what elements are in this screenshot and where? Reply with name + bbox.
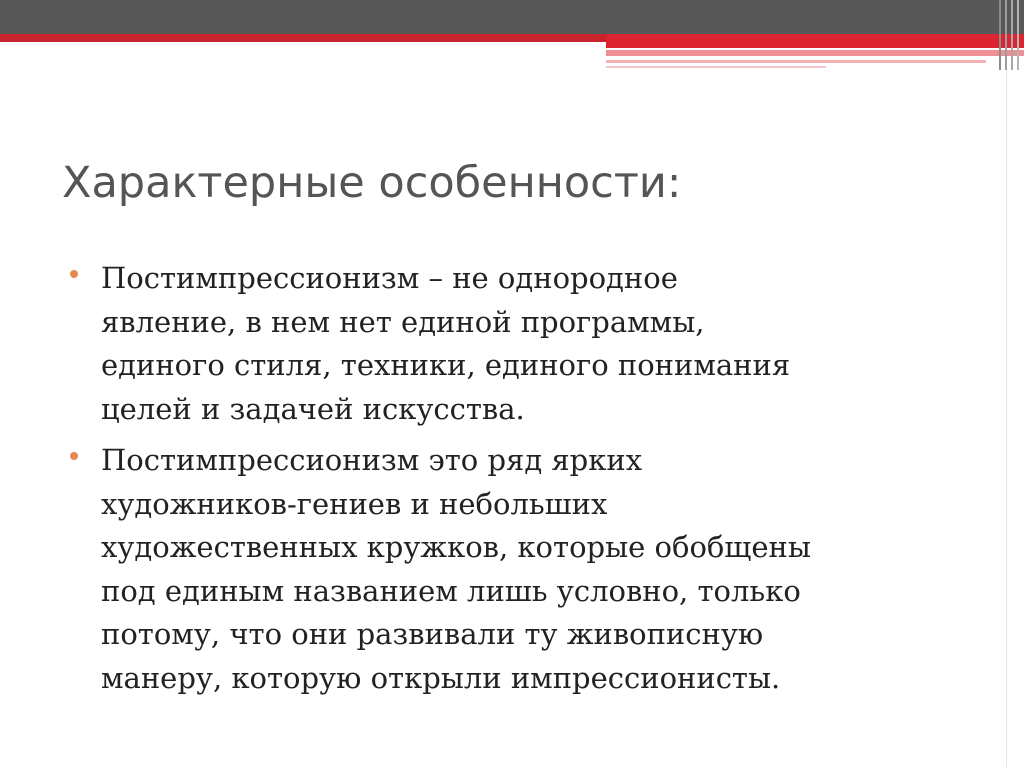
header-band-dark	[0, 0, 1024, 34]
page-curl-decoration	[995, 0, 1024, 767]
header-band-pink	[606, 50, 1024, 56]
header-line-lighter	[606, 66, 826, 68]
bullet-dot-icon	[70, 452, 78, 460]
header-line-light	[606, 60, 986, 63]
bullet-text: Постимпрессионизм – не однородное явление, в нем нет единой программы, единого стиля, техники, единого понимания целей и задачей искусства.	[101, 261, 791, 426]
bullet-item	[70, 439, 970, 700]
bullet-dot-icon	[70, 270, 78, 278]
header-band-red-left	[0, 34, 606, 42]
header-band-red-right	[606, 34, 1024, 48]
bullet-text: Постимпрессионизм это ряд ярких художников-гениев и небольших художественных кружков, которые обобщены под единым названием лишь условно, только потому, что они развивали ту живописную манеру, которую открыли импрессионисты.	[101, 443, 811, 695]
slide-title: Характерные особенности:	[62, 158, 682, 208]
bullet-item	[70, 257, 970, 431]
bullet-list	[70, 257, 970, 708]
